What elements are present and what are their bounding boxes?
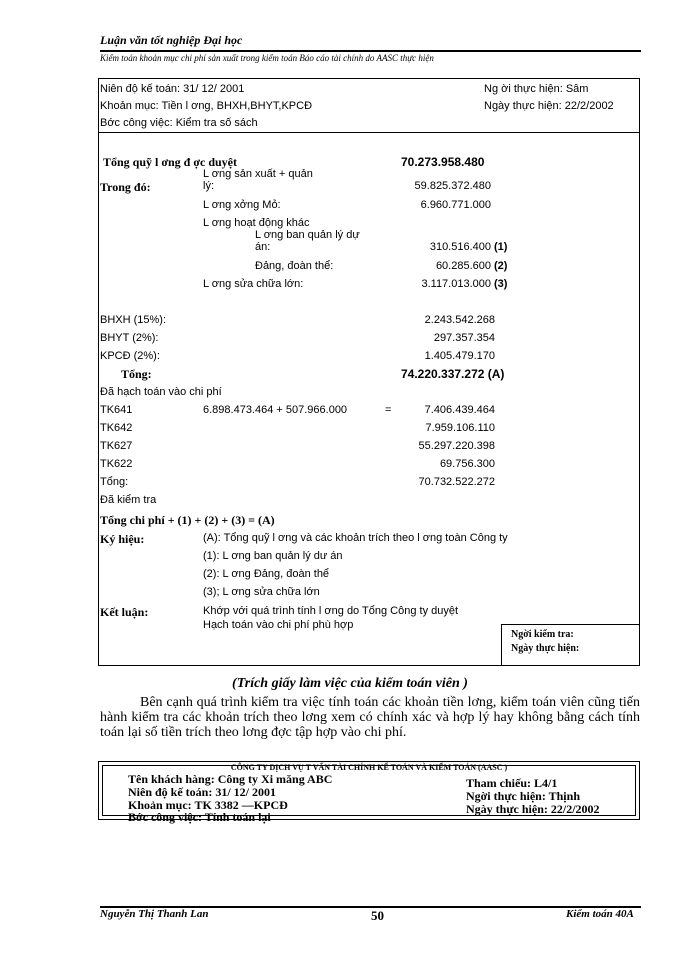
footer-page-number: 50 [371, 908, 384, 923]
tk641-calc: 6.898.473.464 + 507.966.000 [203, 404, 348, 416]
footer-author: Nguyễn Thị Thanh Lan [100, 908, 209, 920]
total-label: Tổng: [121, 367, 152, 381]
ws-date: Ngày thực hiện: 22/2/2002 [484, 100, 614, 112]
tk641-value: 7.406.439.464 [424, 404, 495, 416]
item-mine-value: 6.960.771.000 [420, 199, 491, 211]
ws-account: Khoản mục: Tiền l ơng, BHXH,BHYT,KPCĐ [100, 100, 313, 112]
tk622-value: 69.756.300 [439, 458, 495, 470]
worksheet-info-divider [98, 132, 640, 133]
tk642-value: 7.959.106.110 [425, 422, 495, 434]
legend-item-2: (2): L ơng Đảng, đoàn thể [203, 568, 330, 580]
item-project-value: 310.516.400 [429, 241, 491, 253]
item-repair-mark: (3) [494, 278, 508, 290]
legend-item-1: (1): L ơng ban quản lý dư án [203, 550, 343, 562]
accounted-total-value: 70.732.522.272 [418, 476, 495, 488]
item-production-value: 59.825.372.480 [414, 180, 491, 192]
item-party-mark: (2) [494, 260, 508, 272]
item-project-label: L ơng ban quản lý dự [255, 229, 360, 241]
ws-step: Bớc công việc: Kiểm tra số sách [100, 117, 258, 129]
of-which-label: Trong đó: [100, 180, 151, 194]
worksheet-caption: (Trích giấy làm việc của kiểm toán viên ) [232, 676, 468, 691]
tk641-equals: = [385, 404, 392, 416]
legend-item-3: (3); L ơng sửa chữa lớn [203, 586, 320, 598]
header-subtitle: Kiểm toán khoản mục chi phí sản xuất trong kiểm toán Báo cáo tài chính do AASC thực hiện [100, 53, 434, 63]
ws2-account: Khoản mục: TK 3382 —KPCĐ [128, 798, 288, 812]
footer-class: Kiểm toán 40A [566, 908, 634, 920]
checked-label: Đã kiểm tra [100, 494, 157, 506]
fund-label: Tổng quỹ l ơng đ ợc duyệt [103, 155, 237, 169]
bhxh-value: 2.243.542.268 [424, 314, 495, 326]
bhxh-label: BHXH (15%): [100, 314, 167, 326]
formula: Tổng chi phí + (1) + (2) + (3) = (A) [100, 513, 275, 527]
item-mine-label: L ơng xởng Mỏ: [203, 199, 281, 211]
conclusion-line-2: Hạch toán vào chi phí phù hợp [203, 619, 354, 631]
total-value: 74.220.337.272 (A) [401, 367, 505, 381]
ws2-date: Ngày thực hiện: 22/2/2002 [466, 802, 600, 816]
conclusion-label: Kết luận: [100, 605, 149, 619]
item-party-value: 60.285.600 [435, 260, 491, 272]
bhyt-label: BHYT (2%): [100, 332, 159, 344]
item-project-mark: (1) [494, 241, 508, 253]
tk627-value: 55.297.220.398 [418, 440, 495, 452]
conclusion-line-1: Khớp với quá trình tính l ơng do Tổng Công ty duyệt [203, 605, 459, 617]
kpcd-value: 1.405.479.170 [424, 350, 495, 362]
header-rule [100, 50, 641, 52]
item-production-label: L ơng sản xuất + quản [203, 168, 313, 180]
tk642-label: TK642 [100, 422, 133, 434]
item-other-label: L ơng hoạt động khác [203, 217, 310, 229]
item-repair-label: L ơng sửa chữa lớn: [203, 278, 304, 290]
sign-date: Ngày thực hiện: [511, 643, 580, 654]
fund-value: 70.273.958.480 [401, 155, 485, 169]
legend-item-a: (A): Tổng quỹ l ơng và các khoản trích theo l ơng toàn Công ty [203, 532, 508, 544]
item-project-label-2: án: [255, 241, 271, 253]
legend-label: Ký hiệu: [100, 532, 145, 546]
sign-checker: Ngời kiểm tra: [511, 629, 574, 640]
accounted-label: Đã hạch toán vào chi phí [100, 386, 222, 398]
tk627-label: TK627 [100, 440, 133, 452]
kpcd-label: KPCĐ (2%): [100, 350, 160, 362]
ws2-performer: Ngời thực hiện: Thịnh [466, 789, 580, 803]
item-repair-value: 3.117.013.000 [421, 278, 491, 290]
tk641-label: TK641 [100, 404, 133, 416]
ws2-ref: Tham chiếu: L4/1 [466, 776, 558, 790]
body-paragraph-text: Bên cạnh quá trình kiểm tra việc tính toán các khoản tiền lơng, kiểm toán viên cũng tiến hành kiểm tra các khoản trích theo lơng xem có chính xác và hợp lý hay không bằng cách tính toán lại số tiền trích theo lơng đợc tập hợp vào chi phí. [100, 695, 640, 740]
accounted-total-label: Tổng: [100, 476, 129, 488]
bhyt-value: 297.357.354 [433, 332, 495, 344]
ws2-step: Bớc công việc: Tính toán lại [128, 810, 271, 824]
ws-performer: Ng ời thực hiện: Sâm [484, 83, 589, 95]
ws2-period: Niên độ kế toán: 31/ 12/ 2001 [128, 785, 277, 799]
header-title: Luận văn tốt nghiệp Đại học [100, 33, 243, 47]
tk622-label: TK622 [100, 458, 133, 470]
item-party-label: Đảng, đoàn thể: [255, 260, 334, 272]
body-paragraph [100, 695, 640, 740]
ws2-client: Tên khách hàng: Công ty Xi măng ABC [128, 772, 333, 786]
ws-period: Niên độ kế toán: 31/ 12/ 2001 [100, 83, 245, 95]
ws2-company: CÔNG TY DỊCH VỤ T VẤN TÀI CHÍNH KẾ TOÁN VÀ KIỂM TOÁN (AASC ) [230, 763, 508, 772]
item-production-label-2: lý: [203, 180, 214, 192]
